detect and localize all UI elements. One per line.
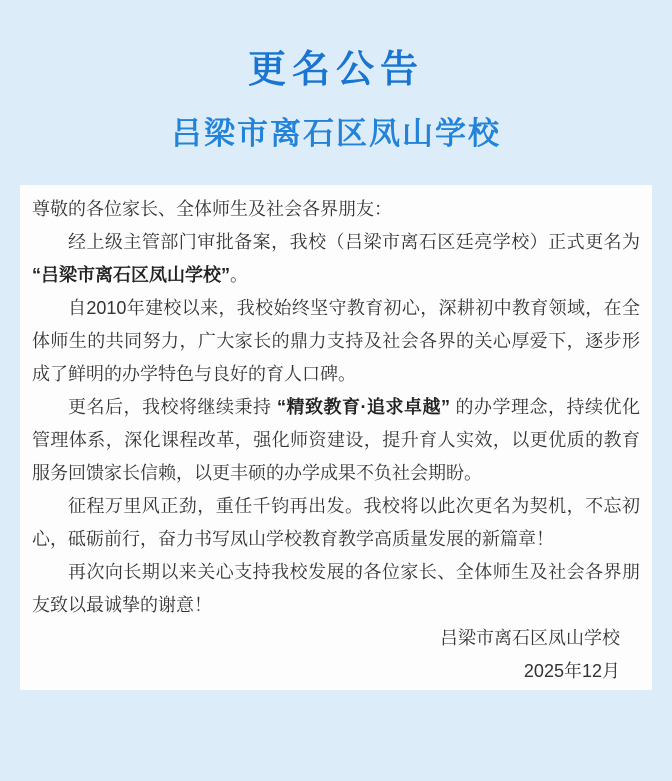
paragraph-philosophy <box>32 391 640 490</box>
paragraph-rename <box>32 226 640 292</box>
signature-block <box>32 622 640 688</box>
announcement-card <box>20 185 652 690</box>
school-motto-bold: “精致教育·追求卓越” <box>277 397 450 417</box>
announcement-page <box>0 48 672 781</box>
paragraph-outlook-text: 征程万里风正劲，重任千钧再出发。我校将以此次更名为契机，不忘初心，砥砺前行，奋力书写凤山学校教育教学高质量发展的新篇章！ <box>32 496 640 549</box>
announcement-body <box>32 193 640 622</box>
paragraph-thanks <box>32 556 640 622</box>
announcement-title: 更名公告 <box>247 49 424 91</box>
salutation-line: 尊敬的各位家长、全体师生及社会各界朋友： <box>32 199 392 219</box>
paragraph-history <box>32 292 640 391</box>
paragraph-history-text: 自2010年建校以来，我校始终坚守教育初心，深耕初中教育领域，在全体师生的共同努力，广大家长的鼎力支持及社会各界的关心厚爱下，逐步形成了鲜明的办学特色与良好的育人口碑。 <box>32 298 640 384</box>
paragraph-philosophy-end: 的办学理念，持续优化管理体系，深化课程改革，强化师资建设，提升育人实效，以更优质的教育服务回馈家长信赖，以更丰硕的办学成果不负社会期盼。 <box>32 397 640 483</box>
paragraph-philosophy-text: 更名后，我校将继续秉持 <box>68 397 277 417</box>
paragraph-thanks-text: 再次向长期以来关心支持我校发展的各位家长、全体师生及社会各界朋友致以最诚挚的谢意！ <box>32 562 640 615</box>
paragraph-rename-end: 。 <box>230 265 248 285</box>
announcement-header <box>0 48 672 154</box>
paragraph-rename-text: 经上级主管部门审批备案，我校（吕梁市离石区廷亮学校）正式更名为 <box>68 232 640 252</box>
new-school-name-bold: “吕梁市离石区凤山学校” <box>32 265 230 285</box>
signature-date: 2025年12月 <box>523 661 620 681</box>
signature-school-name: 吕梁市离石区凤山学校 <box>440 628 620 648</box>
paragraph-outlook <box>32 490 640 556</box>
school-name-subtitle: 吕梁市离石区凤山学校 <box>171 116 501 151</box>
